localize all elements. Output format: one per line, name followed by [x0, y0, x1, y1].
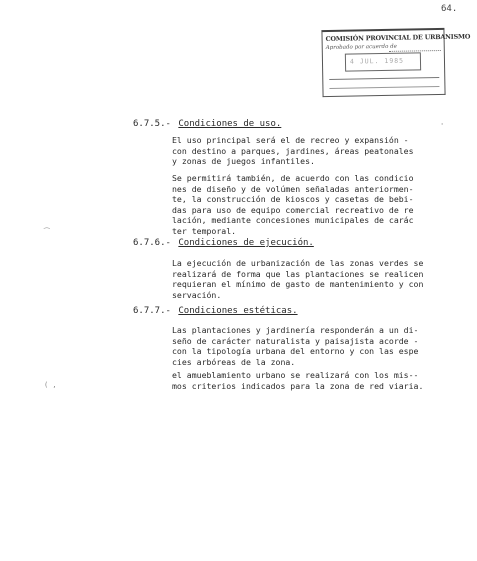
- section-title: Condiciones de ejecución.: [178, 238, 314, 248]
- text-line: y zonas de juegos infantiles.: [172, 156, 315, 166]
- section-number: 6.7.7.-: [133, 306, 171, 316]
- text-line: seño de carácter naturalista y paisajista acorde -: [172, 335, 419, 346]
- stamp-date-box: [345, 52, 421, 71]
- section-paragraph: [172, 325, 418, 367]
- text-line: cies arbóreas de la zona.: [172, 356, 296, 367]
- section-title: Condiciones de uso.: [178, 119, 282, 129]
- section-number: 6.7.5.-: [133, 119, 171, 129]
- scan-mark: ( ,: [44, 381, 57, 389]
- text-line: nes de diseño y de volúmen señaladas anteriormen-: [172, 183, 414, 194]
- section-heading-677: [133, 306, 298, 316]
- stamp-subtitle: Aprobado por acuerdo de: [325, 43, 397, 52]
- text-line: Se permitirá también, de acuerdo con las condicio: [172, 173, 414, 183]
- page-number: 64.: [441, 4, 458, 14]
- text-line: La ejecución de urbanización de las zonas verdes se: [172, 258, 424, 268]
- text-line: mos criterios indicados para la zona de red viaria.: [172, 380, 424, 391]
- stamp-rule: [329, 86, 439, 89]
- section-paragraph: [172, 258, 423, 300]
- text-line: te, la construcción de kioscos y casetas de bebi-: [172, 194, 414, 204]
- section-paragraph: [172, 135, 414, 167]
- stamp-title: COMISIÓN PROVINCIAL DE URBANISMO: [325, 32, 471, 44]
- text-line: el amueblamiento urbano se realizará con los mis--: [172, 370, 419, 380]
- section-title: Condiciones estéticas.: [178, 306, 298, 316]
- section-paragraph: [172, 370, 423, 391]
- text-line: con destino a parques, jardines, áreas peatonales: [172, 145, 414, 156]
- text-line: Las plantaciones y jardinería responderán a un di-: [172, 325, 419, 335]
- section-number: 6.7.6.-: [133, 238, 171, 248]
- approval-stamp: [321, 28, 471, 97]
- text-line: lación, mediante concesiones municipales de carác: [172, 215, 414, 225]
- text-line: ter temporal.: [172, 225, 237, 236]
- stamp-date: 4 JUL. 1985: [349, 56, 405, 66]
- scan-mark: ': [440, 122, 445, 130]
- stamp-rule: [329, 77, 439, 80]
- text-line: das para uso de equipo comercial recreativo de re: [172, 204, 414, 215]
- text-line: servación.: [172, 289, 222, 300]
- text-line: con la tipología urbana del entorno y con las espe: [172, 346, 419, 356]
- text-line: realizará de forma que las plantaciones se realicen: [172, 268, 424, 279]
- section-heading-675: [133, 119, 281, 129]
- text-line: requieran el mínimo de gasto de mantenimiento y con: [172, 279, 424, 289]
- scan-mark: ⁀: [44, 228, 50, 236]
- section-heading-676: [133, 238, 314, 248]
- text-line: El uso principal será el de recreo y expansión -: [172, 135, 409, 145]
- section-paragraph: [172, 173, 414, 236]
